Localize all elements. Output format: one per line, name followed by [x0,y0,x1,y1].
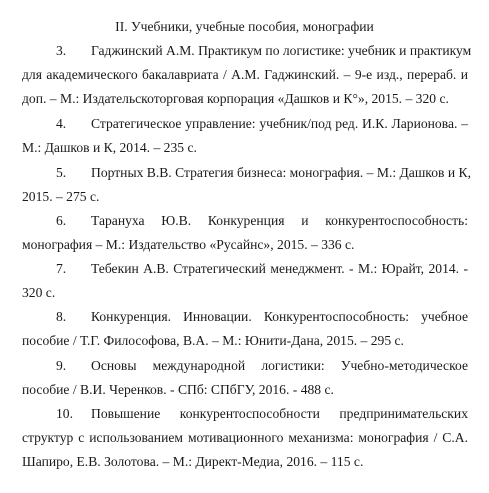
entry-line: Гаджинский А.М. Практикум по логистике: учебник и практикум [91,43,472,58]
entry-line: пособие / Т.Г. Философова, В.А. – М.: Юнити-Дана, 2015. – 295 с. [22,333,404,348]
entry-number: 9. [56,358,67,373]
entry-number: 7. [56,261,67,276]
entry-line: Стратегическое управление: учебник/под ред. И.К. Ларионова. – [91,116,468,131]
entry-line: Шапиро, Е.В. Золотова. – М.: Директ-Медиа, 2016. – 115 с. [22,454,364,469]
section-heading: II. Учебники, учебные пособия, монографии [115,19,374,34]
entry-number: 5. [56,165,67,180]
entry-line: Тебекин А.В. Стратегический менеджмент. - М.: Юрайт, 2014. - [91,261,468,276]
entry-number: 3. [56,43,67,58]
entry-line: Тарануха Ю.В. Конкуренция и конкурентоспособность: [91,213,468,228]
entry-number: 6. [56,213,67,228]
entry-number: 8. [56,309,67,324]
entry-line: монография – М.: Издательство «Русайнс», 2015. – 336 с. [22,237,355,252]
entry-line: Конкуренция. Инновации. Конкурентоспособность: учебное [91,309,468,324]
entry-line: 2015. – 275 с. [22,189,100,204]
entry-number: 4. [56,116,67,131]
entry-line: пособие / В.И. Черенков. - СПб: СПбГУ, 2016. - 488 с. [22,382,334,397]
entry-line: доп. – М.: Издательскоторговая корпорация «Дашков и К°», 2015. – 320 с. [22,91,449,106]
entry-number: 10. [56,406,73,421]
entry-line: для академического бакалавриата / А.М. Гаджинский. – 9-е изд., перераб. и [22,67,468,82]
entry-line: структур с использованием мотивационного механизма: монография / С.А. [22,430,468,445]
entry-line: Основы международной логистики: Учебно-методическое [91,358,468,373]
entry-line: Повышение конкурентоспособности предпринимательских [91,406,468,421]
entry-line: Портных В.В. Стратегия бизнеса: монография. – М.: Дашков и К, [91,165,471,180]
entry-line: М.: Дашков и К, 2014. – 235 с. [22,140,197,155]
entry-line: 320 с. [22,285,56,300]
